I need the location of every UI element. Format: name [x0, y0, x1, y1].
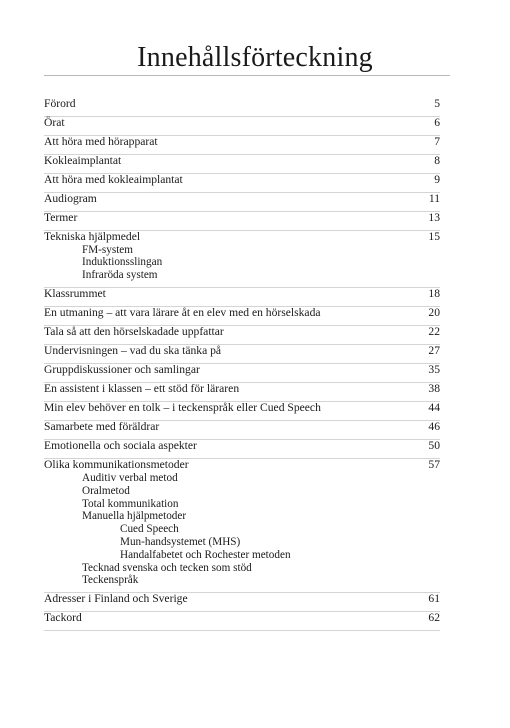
toc-entry — [44, 612, 440, 631]
toc-entry-label: Termer — [44, 210, 78, 224]
toc-page-number: 61 — [428, 592, 440, 606]
toc-entry-row — [44, 364, 440, 377]
toc-entry-label: Emotionella och sociala aspekter — [44, 439, 197, 453]
toc-page-number: 11 — [428, 191, 440, 205]
toc-entry — [44, 364, 440, 383]
toc-entry-label: Tackord — [44, 611, 82, 625]
toc-page-number: 6 — [434, 115, 440, 129]
toc-entry-label: Kokleaimplantat — [44, 153, 122, 167]
toc-entry — [44, 136, 440, 155]
toc-subentry: Mun-handsystemet (MHS) — [120, 535, 241, 548]
toc-page-number: 46 — [428, 420, 440, 434]
toc-page-number: 35 — [428, 363, 440, 377]
toc-entry-row — [44, 231, 440, 244]
page-title: Innehållsförteckning — [137, 42, 373, 73]
toc-entry-row — [44, 155, 440, 168]
toc-subentry: Auditiv verbal metod — [82, 471, 178, 484]
toc-page-number: 38 — [428, 382, 440, 396]
toc-entry — [44, 117, 440, 136]
toc-entry-label: Min elev behöver en tolk – i teckenspråk eller Cued Speech — [44, 401, 321, 415]
toc-entry-label: Audiogram — [44, 191, 97, 205]
toc-subentry: Handalfabetet och Rochester metoden — [120, 548, 291, 561]
toc-entry-row — [44, 98, 440, 111]
toc-page-number: 7 — [434, 134, 440, 148]
toc-subentry: Induktionsslingan — [82, 256, 163, 269]
toc-entry-row — [44, 440, 440, 453]
toc-page-number: 5 — [434, 97, 440, 110]
toc-subentry: Cued Speech — [120, 523, 179, 536]
toc-entry-label: Adresser i Finland och Sverige — [44, 592, 188, 606]
toc-entry — [44, 383, 440, 402]
toc-entry — [44, 345, 440, 364]
toc-page-number: 62 — [428, 611, 440, 625]
toc-entry — [44, 459, 440, 593]
toc-page-number: 13 — [428, 210, 440, 224]
toc-entry — [44, 231, 440, 288]
toc-entry — [44, 98, 440, 117]
table-of-contents — [44, 98, 440, 631]
toc-subentry: Manuella hjälpmetoder — [82, 510, 187, 523]
toc-entry-row — [44, 459, 440, 472]
toc-page-number: 9 — [434, 172, 440, 186]
toc-entry-row — [44, 593, 440, 606]
toc-entry-row — [44, 345, 440, 358]
toc-entry-row — [44, 117, 440, 130]
toc-page-number: 15 — [428, 229, 440, 243]
toc-subentry: Tecknad svenska och tecken som stöd — [82, 561, 252, 574]
toc-entry-label: Att höra med kokleaimplantat — [44, 172, 183, 186]
toc-entry-label: Olika kommunikationsmetoder — [44, 458, 189, 472]
toc-page-number: 8 — [434, 153, 440, 167]
toc-entry — [44, 212, 440, 231]
toc-entry-label: Samarbete med föräldrar — [44, 420, 160, 434]
toc-entry — [44, 326, 440, 345]
toc-entry-row — [44, 307, 440, 320]
toc-entry-row — [44, 136, 440, 149]
toc-entry — [44, 402, 440, 421]
toc-entry-row — [44, 288, 440, 301]
toc-entry-label: En utmaning – att vara lärare åt en elev med en hörselskada — [44, 306, 321, 320]
entry-separator — [44, 630, 440, 631]
toc-entry-row — [44, 612, 440, 625]
toc-entry-label: Gruppdiskussioner och samlingar — [44, 363, 200, 377]
toc-entry-label: Att höra med hörapparat — [44, 134, 158, 148]
toc-entry-row — [44, 193, 440, 206]
toc-page-number: 50 — [428, 439, 440, 453]
toc-subentry: Teckenspråk — [82, 574, 139, 587]
toc-entry — [44, 174, 440, 193]
toc-entry — [44, 593, 440, 612]
toc-entry-row — [44, 326, 440, 339]
toc-page-number: 27 — [428, 344, 440, 358]
toc-entry — [44, 193, 440, 212]
toc-entry — [44, 155, 440, 174]
toc-entry-row — [44, 421, 440, 434]
toc-page-number: 44 — [428, 401, 440, 415]
toc-entry-label: Klassrummet — [44, 287, 106, 301]
toc-page-number: 22 — [428, 325, 440, 339]
toc-entry-label: Örat — [44, 115, 65, 129]
toc-subentry: Oralmetod — [82, 484, 130, 497]
toc-entry — [44, 288, 440, 307]
toc-entry — [44, 440, 440, 459]
toc-page-number: 20 — [428, 306, 440, 320]
toc-entry — [44, 421, 440, 440]
toc-entry-label: Tala så att den hörselskadade uppfattar — [44, 325, 224, 339]
toc-entry-row — [44, 383, 440, 396]
toc-entry-label: En assistent i klassen – ett stöd för läraren — [44, 382, 240, 396]
toc-entry-label: Undervisningen – vad du ska tänka på — [44, 344, 222, 358]
toc-subentry: FM-system — [82, 243, 133, 256]
title-divider — [44, 75, 450, 76]
toc-page-number: 18 — [428, 287, 440, 301]
toc-entry-label: Tekniska hjälpmedel — [44, 229, 141, 243]
toc-entry — [44, 307, 440, 326]
toc-entry-row — [44, 402, 440, 415]
toc-entry-label: Förord — [44, 97, 76, 110]
toc-subentry: Total kommunikation — [82, 497, 179, 510]
toc-subentry: Infraröda system — [82, 269, 158, 282]
toc-entry-row — [44, 174, 440, 187]
toc-page-number: 57 — [428, 458, 440, 472]
toc-entry-row — [44, 212, 440, 225]
